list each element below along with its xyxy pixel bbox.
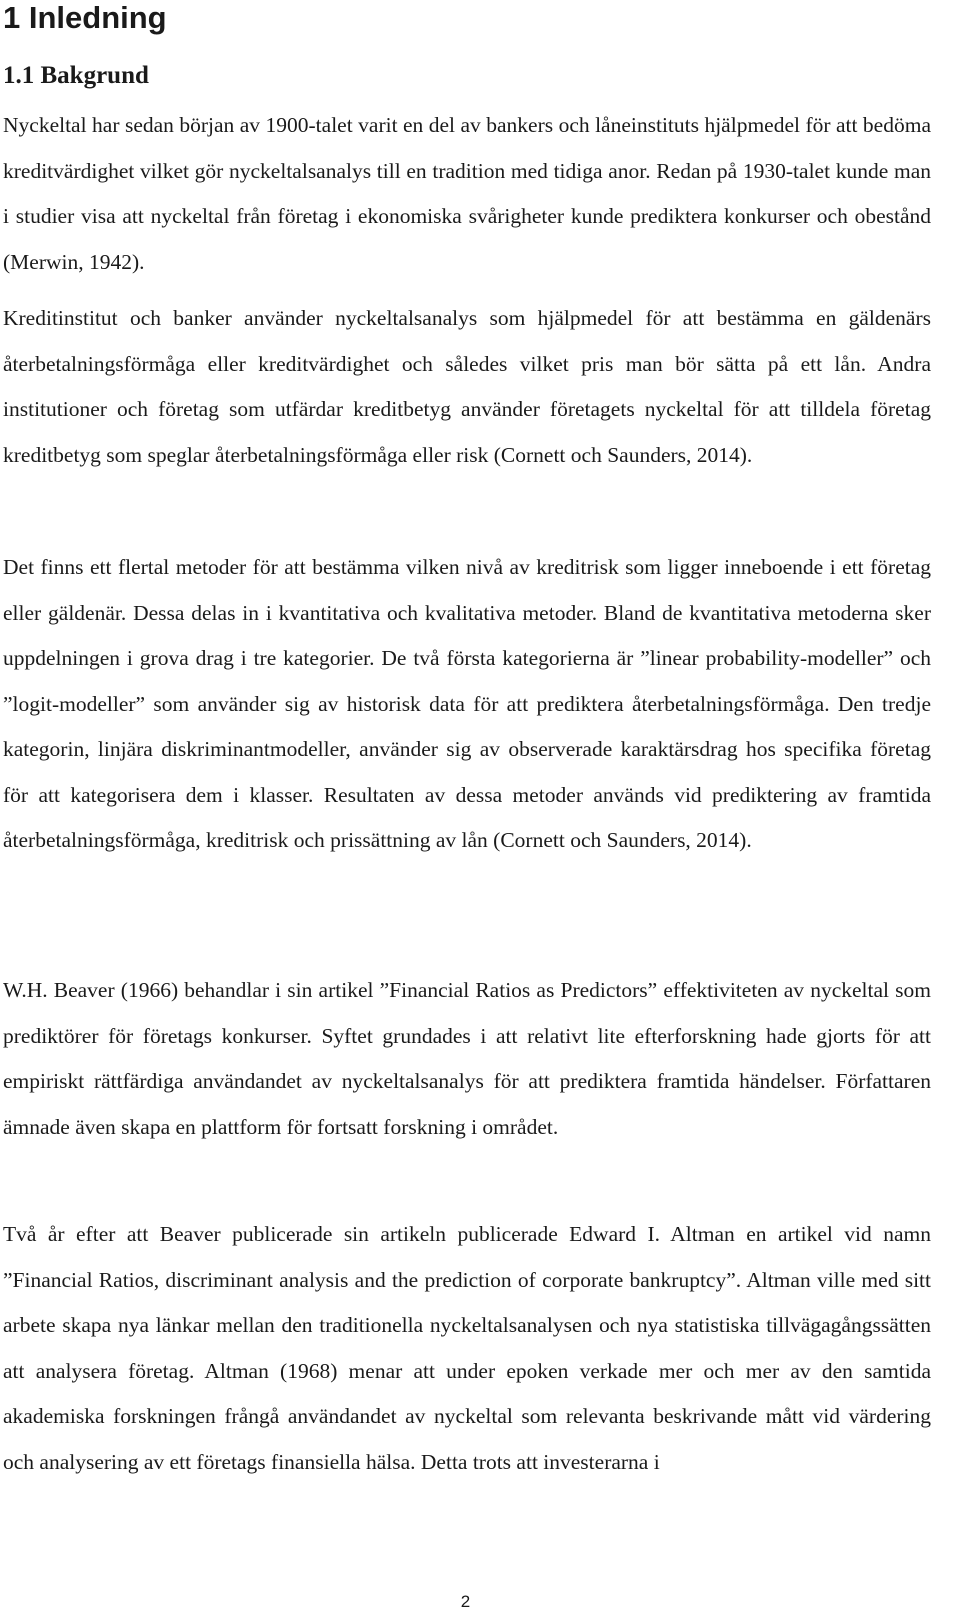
body-paragraph: Nyckeltal har sedan början av 1900-talet varit en del av bankers och låneinstituts hjälpmedel för att bedöma kreditvärdighet vilket gör nyckeltalsanalys till en tradition med tidiga anor. Redan på 1930-talet kunde man i studier visa att nyckeltal från företag i ekonomiska svårigheter kunde prediktera konkurser och obestånd (Merwin, 1942). xyxy=(3,113,931,274)
body-paragraph: Två år efter att Beaver publicerade sin artikeln publicerade Edward I. Altman en artikel vid namn ”Financial Ratios, discriminant analysis and the prediction of corporate bankruptcy”. Altman ville med sitt arbete skapa nya länkar mellan den traditionella nyckeltalsanalysen och nya statistiska tillvägagångssätten att analysera företag. Altman (1968) menar att under epoken verkade mer och mer av den samtida akademiska forskningen frångå användandet av nyckeltal som relevanta beskrivande mått vid värdering och analysering av ett företags finansiella hälsa. Detta trots att investerarna i xyxy=(3,1222,931,1474)
section-heading: 1.1 Bakgrund xyxy=(3,62,149,89)
page-number: 2 xyxy=(460,1592,471,1611)
chapter-heading: 1 Inledning xyxy=(3,0,167,35)
body-paragraph: Det finns ett flertal metoder för att bestämma vilken nivå av kreditrisk som ligger inneboende i ett företag eller gäldenär. Dessa delas in i kvantitativa och kvalitativa metoder. Bland de kvantitativa metoderna sker uppdelningen i grova drag i tre kategorier. De två första kategorierna är ”linear probability-modeller” och ”logit-modeller” som använder sig av historisk data för att prediktera återbetalningsförmåga. Den tredje kategorin, linjära diskriminantmodeller, använder sig av observerade karaktärsdrag hos specifika företag för att kategorisera dem i klasser. Resultaten av dessa metoder används vid prediktering av framtida återbetalningsförmåga, kreditrisk och prissättning av lån (Cornett och Saunders, 2014). xyxy=(3,555,931,852)
body-paragraph: W.H. Beaver (1966) behandlar i sin artikel ”Financial Ratios as Predictors” effektiviteten av nyckeltal som prediktörer för företags konkurser. Syftet grundades i att relativt lite efterforskning hade gjorts för att empiriskt rättfärdiga användandet av nyckeltalsanalys för att prediktera framtida händelser. Författaren ämnade även skapa en plattform för fortsatt forskning i området. xyxy=(3,978,931,1139)
body-paragraph: Kreditinstitut och banker använder nyckeltalsanalys som hjälpmedel för att bestämma en gäldenärs återbetalningsförmåga eller kreditvärdighet och således vilket pris man bör sätta på ett lån. Andra institutioner och företag som utfärdar kreditbetyg använder företagets nyckeltal för att tilldela företag kreditbetyg som speglar återbetalningsförmåga eller risk (Cornett och Saunders, 2014). xyxy=(3,306,931,467)
